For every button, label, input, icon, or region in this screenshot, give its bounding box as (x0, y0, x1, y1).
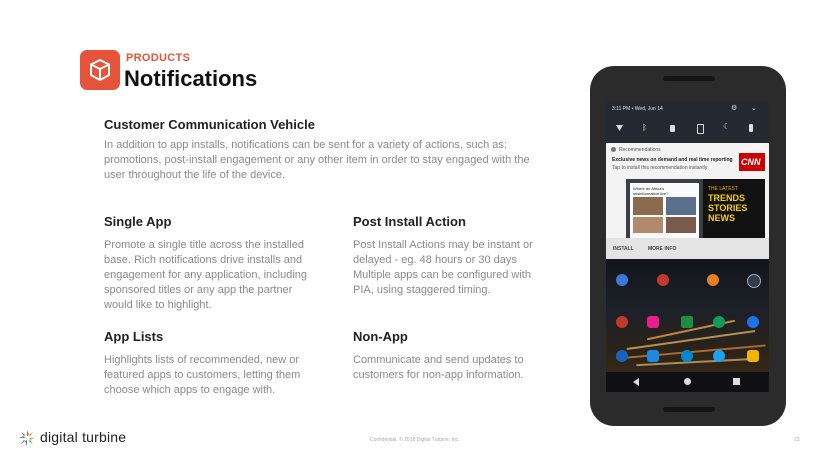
post-install-heading: Post Install Action (353, 214, 466, 229)
intro-body: In addition to app installs, notifications can be sent for a variety of actions, such as: promotions, post-install engagement or any other item in order to stay engaged with the user throughout the life of the device. (104, 139, 530, 181)
company-name: digital turbine (40, 429, 127, 445)
confidential-notice: Confidential. © 2018 Digital Turbine, Inc. (370, 437, 460, 443)
single-app-body: Promote a single title across the installed base. Rich notifications drive installs and engagement for any application, including sponsored titles or any app the partner would like to highlight. (104, 239, 308, 311)
hangouts-icon[interactable] (713, 316, 725, 328)
quick-settings (606, 117, 769, 143)
apps-icon[interactable] (681, 350, 693, 362)
messenger-icon[interactable] (647, 350, 659, 362)
play-store-icon[interactable] (616, 274, 628, 286)
section-eyebrow: PRODUCTS (126, 52, 191, 64)
wifi-icon[interactable] (616, 125, 623, 131)
promo-phone-image: Where do Africa's misinformation live? (626, 179, 703, 238)
more-info-button[interactable]: MORE INFO (648, 246, 677, 252)
products-logo-icon (80, 50, 120, 90)
single-app-heading: Single App (104, 214, 172, 229)
notification-title: Exclusive news on demand and real time reporting (612, 157, 733, 163)
phone-screen (606, 101, 769, 392)
moon-icon[interactable]: ☾ (723, 122, 731, 131)
lyft-icon[interactable] (647, 316, 659, 328)
pandora-icon[interactable] (747, 274, 761, 288)
phone-speaker (663, 76, 715, 81)
notification-subtitle: Tap to install this recommendation instantly (612, 165, 708, 171)
phone-speaker-bottom (663, 407, 715, 412)
back-icon[interactable] (633, 378, 639, 386)
camera-icon[interactable] (616, 316, 628, 328)
post-install-body: Post Install Actions may be instant or delayed - eg. 48 hours or 30 days Multiple apps can be configured with PIA, using staggered timing. (353, 239, 533, 296)
promo-trends-image: THE LATEST TRENDS STORIES NEWS (703, 179, 765, 238)
recents-icon[interactable] (733, 378, 740, 385)
page-number: 23 (794, 437, 800, 443)
status-bar (606, 101, 769, 117)
sheets-icon[interactable] (681, 316, 693, 328)
photos-icon[interactable] (707, 274, 719, 286)
status-time: 3:11 PM • Wed, Jun 14 (612, 106, 663, 112)
settings-icon[interactable]: ⚙ (731, 105, 738, 112)
chrome-icon[interactable] (747, 350, 759, 362)
chevron-down-icon[interactable]: ⌄ (751, 105, 757, 112)
cnn-logo: CNN (739, 153, 765, 171)
app-lists-heading: App Lists (104, 329, 164, 344)
non-app-heading: Non-App (353, 329, 408, 344)
messages-icon[interactable] (747, 316, 759, 328)
page-title: Notifications (124, 66, 258, 91)
install-button[interactable]: INSTALL (613, 246, 634, 252)
home-icon[interactable] (684, 378, 691, 385)
phone-icon[interactable] (616, 350, 628, 362)
notification-label: Recommendations (619, 147, 661, 153)
nav-bar (606, 372, 769, 392)
rotate-icon[interactable] (697, 124, 704, 134)
flashlight-icon[interactable] (749, 124, 753, 132)
notification-actions (606, 238, 769, 259)
non-app-body: Communicate and send updates to customers for non-app information. (353, 354, 524, 381)
app-lists-body: Highlights lists of recommended, new or featured apps to customers, letting them choose which apps to engage with. (104, 354, 301, 396)
bluetooth-icon[interactable]: ᛒ (642, 123, 647, 132)
recommendation-icon (611, 147, 616, 152)
intro-heading: Customer Communication Vehicle (104, 117, 315, 132)
digital-turbine-logo-icon (17, 428, 37, 453)
battery-icon[interactable] (670, 125, 675, 132)
twitter-icon[interactable] (713, 350, 725, 362)
gmail-icon[interactable] (657, 274, 669, 286)
